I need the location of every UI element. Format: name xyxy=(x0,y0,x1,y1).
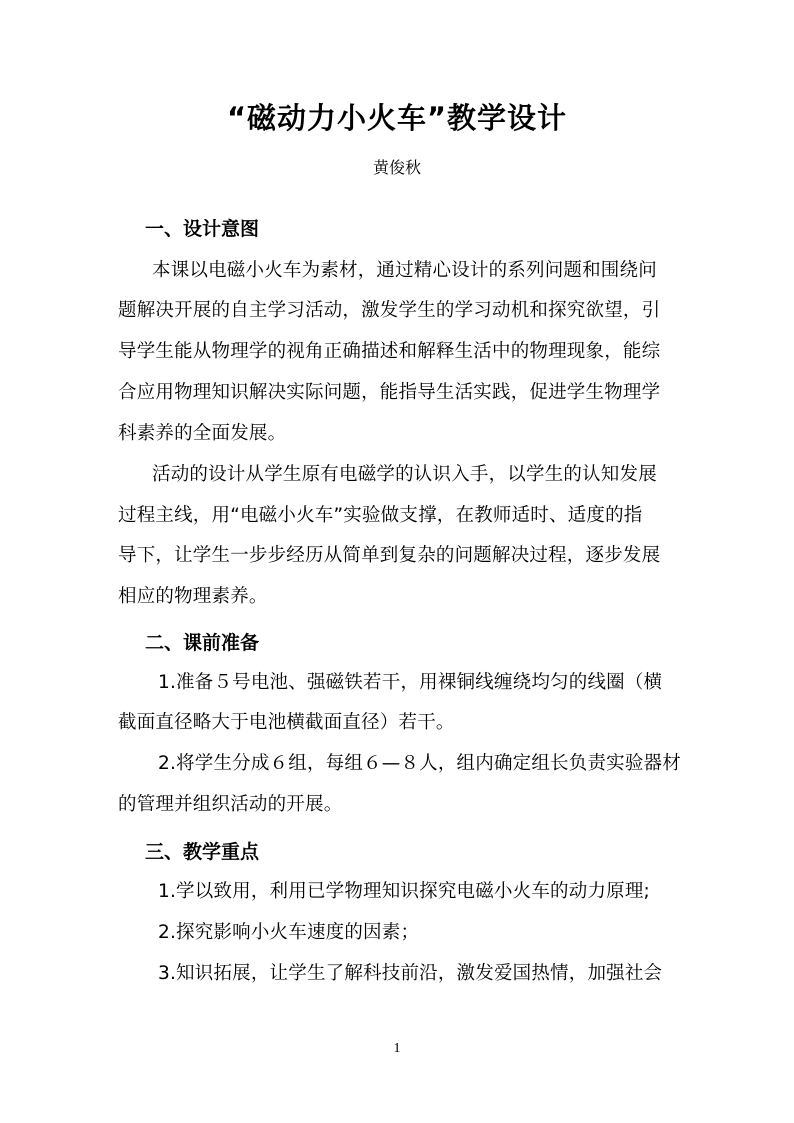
paragraph-line: 相应的物理素养。 xyxy=(118,586,268,607)
paragraph-line: 导下，让学生一步步经历从简单到复杂的问题解决过程，逐步发展 xyxy=(118,545,661,566)
paragraph-line: 3.知识拓展，让学生了解科技前沿，激发爱国热情，加强社会 xyxy=(158,963,663,984)
paragraph-line: 1.准备５号电池、强磁铁若干，用裸铜线缠绕均匀的线圈（横 xyxy=(158,672,663,693)
paragraph-line: 的管理并组织活动的开展。 xyxy=(118,794,343,815)
section-heading-design-intent: 一、设计意图 xyxy=(145,218,260,240)
paragraph-line: 导学生能从物理学的视角正确描述和解释生活中的物理现象，能综 xyxy=(118,341,661,362)
paragraph-line: 2.探究影响小火车速度的因素； xyxy=(158,922,420,943)
paragraph-line: 本课以电磁小火车为素材，通过精心设计的系列问题和围绕问 xyxy=(152,260,657,281)
document-title: “磁动力小火车”教学设计 xyxy=(226,101,568,135)
paragraph-line: 过程主线，用“电磁小火车”实验做支撑，在教师适时、适度的指 xyxy=(118,505,643,526)
paragraph-line: 题解决开展的自主学习活动，激发学生的学习动机和探究欲望，引 xyxy=(118,300,661,321)
paragraph-line: 2.将学生分成６组，每组６—８人，组内确定组长负责实验器材 xyxy=(158,753,681,774)
paragraph-line: 截面直径略大于电池横截面直径）若干。 xyxy=(118,712,455,733)
section-heading-key-points: 三、教学重点 xyxy=(145,841,260,863)
section-heading-preparation: 二、课前准备 xyxy=(145,632,260,654)
page-number: 1 xyxy=(393,1041,401,1056)
paragraph-line: 活动的设计从学生原有电磁学的认识入手，以学生的认知发展 xyxy=(152,464,657,485)
paragraph-line: 1.学以致用，利用已学物理知识探究电磁小火车的动力原理; xyxy=(158,881,650,902)
paragraph-line: 合应用物理知识解决实际问题，能指导生活实践，促进学生物理学 xyxy=(118,382,661,403)
paragraph-line: 科素养的全面发展。 xyxy=(118,423,287,444)
author-name: 黄俊秋 xyxy=(372,158,421,177)
